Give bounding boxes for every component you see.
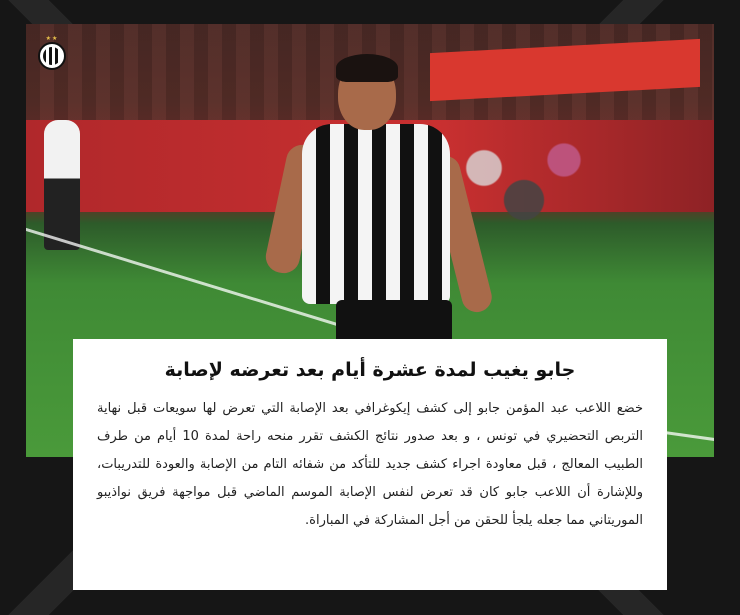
background-official [44,120,80,250]
article-card [73,339,667,590]
article-headline: جابو يغيب لمدة عشرة أيام بعد تعرضه لإصابة [164,359,576,381]
club-crest-icon: ★★ [36,36,68,70]
player-figure [256,54,496,364]
article-body: خضع اللاعب عبد المؤمن جابو إلى كشف إيكوغرافي بعد الإصابة التي تعرض لها سويعات قبل نهاية التربص التحضيري في تونس ، و بعد صدور نتائج الكشف تقرر منحه راحة لمدة 10 أيام من طرف الطبيب المعالج ، قبل معاودة اجراء كشف جديد للتأكد من شفائه التام من الإصابة والعودة للتدريبات، وللإشارة أن اللاعب جابو كان قد تعرض لنفس الإصابة الموسم الماضي قبل مواجهة فريق نواذيبو الموريتاني مما جعله يلجأ للحقن من أجل المشاركة في المباراة. [97,401,643,528]
player-jersey [302,124,450,304]
